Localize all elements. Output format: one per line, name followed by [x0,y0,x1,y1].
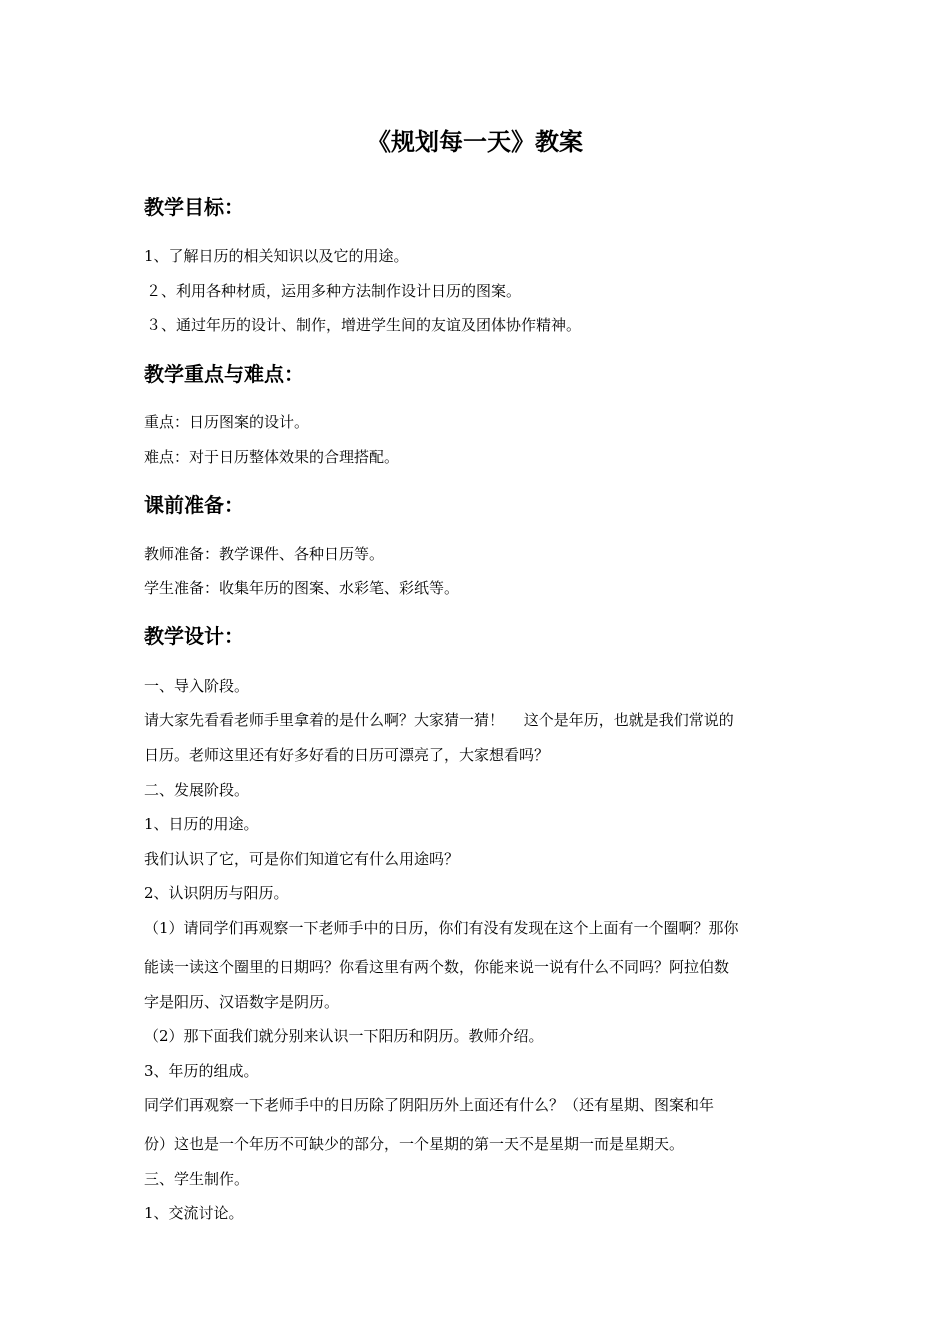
design-line: （1）请同学们再观察一下老师手中的日历，你们有没有发现在这个上面有一个圈啊？那你 [144,919,739,937]
design-line: 日历。老师这里还有好多好看的日历可漂亮了，大家想看吗？ [144,746,550,764]
design-line: 3、年历的组成。 [144,1062,259,1080]
design-line: （2）那下面我们就分别来认识一下阳历和阴历。教师介绍。 [144,1027,544,1045]
key-point-item-2: 难点：对于日历整体效果的合理搭配。 [144,448,400,466]
design-line: 2、认识阴历与阳历。 [144,884,289,902]
preparation-heading: 课前准备： [144,493,244,517]
design-line: 能读一读这个圈里的日期吗？你看这里有两个数，你能来说一说有什么不同吗？阿拉伯数 [144,958,730,976]
design-line: 请大家先看看老师手里拿着的是什么啊？大家猜一猜！ 这个是年历，也就是我们常说的 [144,711,734,729]
design-line: 同学们再观察一下老师手中的日历除了阴阳历外上面还有什么？（还有星期、图案和年 [144,1096,715,1114]
design-line: 一、导入阶段。 [144,677,250,695]
key-point-item-1: 重点：日历图案的设计。 [144,413,310,431]
document-title: 《规划每一天》教案 [367,128,583,156]
key-points-heading: 教学重点与难点： [144,362,304,386]
preparation-item-1: 教师准备：教学课件、各种日历等。 [144,545,385,563]
design-line: 三、学生制作。 [144,1170,250,1188]
objectives-heading: 教学目标： [144,195,244,219]
design-line: 我们认识了它，可是你们知道它有什么用途吗？ [144,850,460,868]
objective-item-3: ３、通过年历的设计、制作，增进学生间的友谊及团体协作精神。 [146,316,582,334]
design-heading: 教学设计： [144,624,244,648]
objective-item-1: 1、了解日历的相关知识以及它的用途。 [144,247,409,265]
design-line: 二、发展阶段。 [144,781,250,799]
design-line: 字是阳历、汉语数字是阴历。 [144,993,340,1011]
objective-item-2: ２、利用各种材质，运用多种方法制作设计日历的图案。 [146,282,522,300]
design-line: 1、交流讨论。 [144,1204,244,1222]
design-line: 份）这也是一个年历不可缺少的部分，一个星期的第一天不是星期一而是星期天。 [144,1135,685,1153]
preparation-item-2: 学生准备：收集年历的图案、水彩笔、彩纸等。 [144,579,460,597]
design-line: 1、日历的用途。 [144,815,259,833]
